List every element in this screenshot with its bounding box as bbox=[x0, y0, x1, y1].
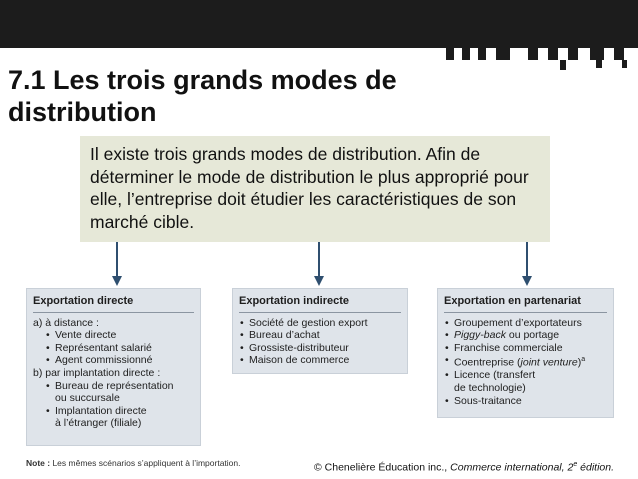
connector-line bbox=[116, 236, 118, 278]
box-title: Exportation indirecte bbox=[239, 295, 401, 313]
list-item-text: Coentreprise ( bbox=[454, 356, 521, 369]
box-partnership-export bbox=[437, 288, 614, 418]
list-item-line: de technologie) bbox=[454, 382, 526, 395]
list-item bbox=[454, 369, 607, 394]
section-label: a) à distance : bbox=[33, 316, 99, 329]
list-item bbox=[454, 354, 607, 369]
item-list bbox=[33, 329, 194, 367]
list-item bbox=[55, 380, 194, 405]
intro-callout: Il existe trois grands modes de distribution. Afin de déterminer le mode de distribution le plus approprié pour elle, l’entreprise doit étudier les caractéristiques de son marché cible. bbox=[80, 136, 550, 242]
list-item: • Franchise commerciale bbox=[454, 342, 607, 355]
item-list bbox=[33, 380, 194, 430]
item-list bbox=[444, 317, 607, 408]
box-direct-export bbox=[26, 288, 201, 446]
list-item: • Bureau d’achat bbox=[249, 329, 401, 342]
list-item bbox=[454, 329, 607, 342]
list-item-line: • Bureau de représentation bbox=[55, 379, 174, 392]
copyright-prefix: © Chenelière Éducation inc., bbox=[314, 461, 451, 474]
book-title: Commerce international bbox=[450, 461, 562, 474]
figure-note bbox=[26, 458, 241, 468]
item-list bbox=[239, 317, 401, 367]
arrow-down-icon bbox=[314, 276, 324, 286]
arrow-down-icon bbox=[112, 276, 122, 286]
list-item-line: • Implantation directe bbox=[55, 404, 147, 417]
note-text: Les mêmes scénarios s’appliquent à l’importation. bbox=[50, 458, 241, 468]
edition-superscript: e bbox=[573, 461, 578, 468]
list-item: • Agent commissionné bbox=[55, 354, 194, 367]
list-item: • Groupement d’exportateurs bbox=[454, 317, 607, 330]
list-item-line: à l’étranger (filiale) bbox=[55, 417, 142, 430]
list-item: • Sous-traitance bbox=[454, 395, 607, 408]
footnote-marker: a bbox=[581, 356, 586, 364]
list-item: • Société de gestion export bbox=[249, 317, 401, 330]
arrow-down-icon bbox=[522, 276, 532, 286]
list-item-line: • Licence (transfert bbox=[454, 369, 536, 382]
list-item-text: ) bbox=[577, 356, 582, 369]
box-title: Exportation directe bbox=[33, 295, 194, 313]
connector-line bbox=[526, 236, 528, 278]
list-item: • Représentant salarié bbox=[55, 342, 194, 355]
box-indirect-export bbox=[232, 288, 408, 374]
italic-term: Piggy-back bbox=[454, 329, 506, 342]
section-label: b) par implantation directe : bbox=[33, 366, 161, 379]
list-item bbox=[55, 405, 194, 430]
list-item: • Grossiste-distributeur bbox=[249, 342, 401, 355]
box-title: Exportation en partenariat bbox=[444, 295, 607, 313]
slide-title: 7.1 Les trois grands modes de distribution bbox=[8, 65, 397, 127]
copyright-footer bbox=[314, 461, 614, 474]
edition-suffix: édition. bbox=[577, 461, 614, 474]
edition-number: , 2 bbox=[561, 461, 574, 474]
italic-term: joint venture bbox=[520, 356, 578, 369]
list-item-line: ou succursale bbox=[55, 392, 120, 405]
list-item-text: ou portage bbox=[505, 329, 560, 342]
list-item: • Vente directe bbox=[55, 329, 194, 342]
list-item: • Maison de commerce bbox=[249, 354, 401, 367]
note-label: Note : bbox=[26, 458, 51, 468]
